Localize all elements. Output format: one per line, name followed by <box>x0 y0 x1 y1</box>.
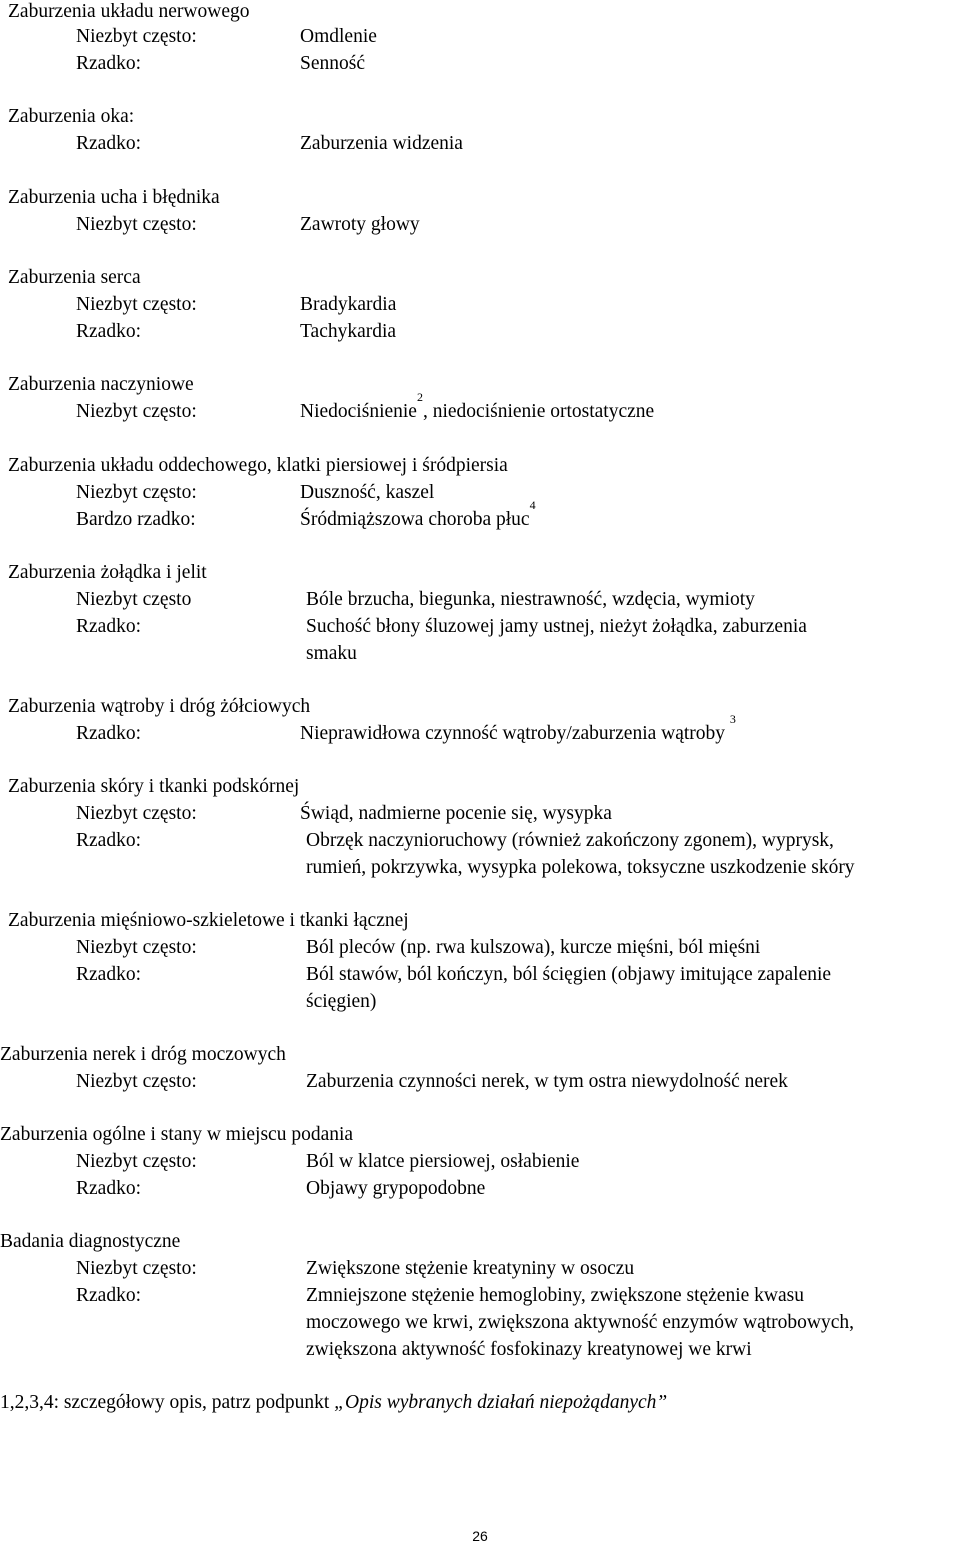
frequency-label: Niezbyt często: <box>76 937 197 958</box>
footnote-reference-title: „Opis wybranych działań niepożądanych” <box>334 1392 668 1413</box>
section-title-liver: Zaburzenia wątroby i dróg żółciowych <box>8 696 311 717</box>
effect-text: Niedociśnienie$^2$, niedociśnienie ortostatyczne <box>300 390 655 422</box>
page-number: 26 <box>472 1528 488 1544</box>
effect-text: Duszność, kaszel <box>300 482 435 503</box>
effect-text-cont: smaku <box>306 643 357 664</box>
effect-text: Omdlenie <box>300 26 377 47</box>
effect-text-cont: ścięgien) <box>306 991 377 1012</box>
effect-text: Ból pleców (np. rwa kulszowa), kurcze mięśni, ból mięśni <box>306 937 761 958</box>
effect-text: Tachykardia <box>300 321 397 342</box>
section-title-skin: Zaburzenia skóry i tkanki podskórnej <box>8 776 300 797</box>
effect-text: Zaburzenia czynności nerek, w tym ostra niewydolność nerek <box>306 1071 788 1092</box>
section-title-respiratory: Zaburzenia układu oddechowego, klatki piersiowej i śródpiersia <box>8 455 508 476</box>
effect-text-cont: moczowego we krwi, zwiększona aktywność enzymów wątrobowych, <box>306 1312 854 1333</box>
effect-text-cont: rumień, pokrzywka, wysypka polekowa, toksyczne uszkodzenie skóry <box>306 857 855 878</box>
frequency-label: Niezbyt często: <box>76 1258 197 1279</box>
effect-text: Świąd, nadmierne pocenie się, wysypka <box>300 803 612 824</box>
effect-text: Ból stawów, ból kończyn, ból ścięgien (objawy imitujące zapalenie <box>306 964 832 985</box>
frequency-label: Niezbyt często: <box>76 401 197 422</box>
frequency-label: Rzadko: <box>76 321 141 342</box>
effect-text: Senność <box>300 53 365 74</box>
section-title-diagnostic: Badania diagnostyczne <box>0 1231 181 1252</box>
section-title-musculo: Zaburzenia mięśniowo-szkieletowe i tkanki łącznej <box>8 910 409 931</box>
frequency-label: Rzadko: <box>76 1285 141 1306</box>
frequency-label: Rzadko: <box>76 723 141 744</box>
frequency-label: Rzadko: <box>76 616 141 637</box>
frequency-label: Rzadko: <box>76 133 141 154</box>
frequency-label: Niezbyt często: <box>76 214 197 235</box>
effect-text: Nieprawidłowa czynność wątroby/zaburzenia wątroby $^3$ <box>300 712 736 744</box>
effect-text: Zwiększone stężenie kreatyniny w osoczu <box>306 1258 635 1279</box>
frequency-label: Niezbyt często: <box>76 1071 197 1092</box>
frequency-label: Niezbyt często: <box>76 294 197 315</box>
footnote-ref: 4 <box>529 498 536 512</box>
effect-text: Ból w klatce piersiowej, osłabienie <box>306 1151 580 1172</box>
footnote-ref: 2 <box>416 390 423 404</box>
frequency-label: Niezbyt często: <box>76 26 197 47</box>
frequency-label: Rzadko: <box>76 53 141 74</box>
effect-text: Zmniejszone stężenie hemoglobiny, zwiększone stężenie kwasu <box>306 1285 804 1306</box>
effect-text: Zaburzenia widzenia <box>300 133 463 154</box>
section-title-gastro: Zaburzenia żołądka i jelit <box>8 562 207 583</box>
effect-text: Obrzęk naczynioruchowy (również zakończony zgonem), wyprysk, <box>306 830 834 851</box>
frequency-label: Rzadko: <box>76 830 141 851</box>
effect-text: Bóle brzucha, biegunka, niestrawność, wzdęcia, wymioty <box>306 589 755 610</box>
effect-text: Suchość błony śluzowej jamy ustnej, nieżyt żołądka, zaburzenia <box>306 616 807 637</box>
frequency-label: Rzadko: <box>76 1178 141 1199</box>
frequency-label: Niezbyt często: <box>76 482 197 503</box>
section-title-heart: Zaburzenia serca <box>8 267 141 288</box>
effect-text: Śródmiąższowa choroba płuc$^4$ <box>300 498 536 530</box>
frequency-label: Bardzo rzadko: <box>76 509 196 530</box>
frequency-label: Rzadko: <box>76 964 141 985</box>
section-title-nervous: Zaburzenia układu nerwowego <box>8 1 250 22</box>
frequency-label: Niezbyt często <box>76 589 192 610</box>
section-title-general: Zaburzenia ogólne i stany w miejscu podania <box>0 1124 354 1145</box>
effect-text: Bradykardia <box>300 294 397 315</box>
section-title-eye: Zaburzenia oka: <box>8 106 135 127</box>
effect-text: Zawroty głowy <box>300 214 420 235</box>
footnote: 1,2,3,4: szczegółowy opis, patrz podpunkt „Opis wybranych działań niepożądanych” <box>0 1392 668 1413</box>
frequency-label: Niezbyt często: <box>76 1151 197 1172</box>
effect-text-cont: zwiększona aktywność fosfokinazy kreatynowej we krwi <box>306 1339 752 1360</box>
footnote-ref: 3 <box>729 712 736 726</box>
effect-text: Objawy grypopodobne <box>306 1178 486 1199</box>
section-title-vascular: Zaburzenia naczyniowe <box>8 374 194 395</box>
section-title-ear: Zaburzenia ucha i błędnika <box>8 187 220 208</box>
frequency-label: Niezbyt często: <box>76 803 197 824</box>
section-title-renal: Zaburzenia nerek i dróg moczowych <box>0 1044 286 1065</box>
